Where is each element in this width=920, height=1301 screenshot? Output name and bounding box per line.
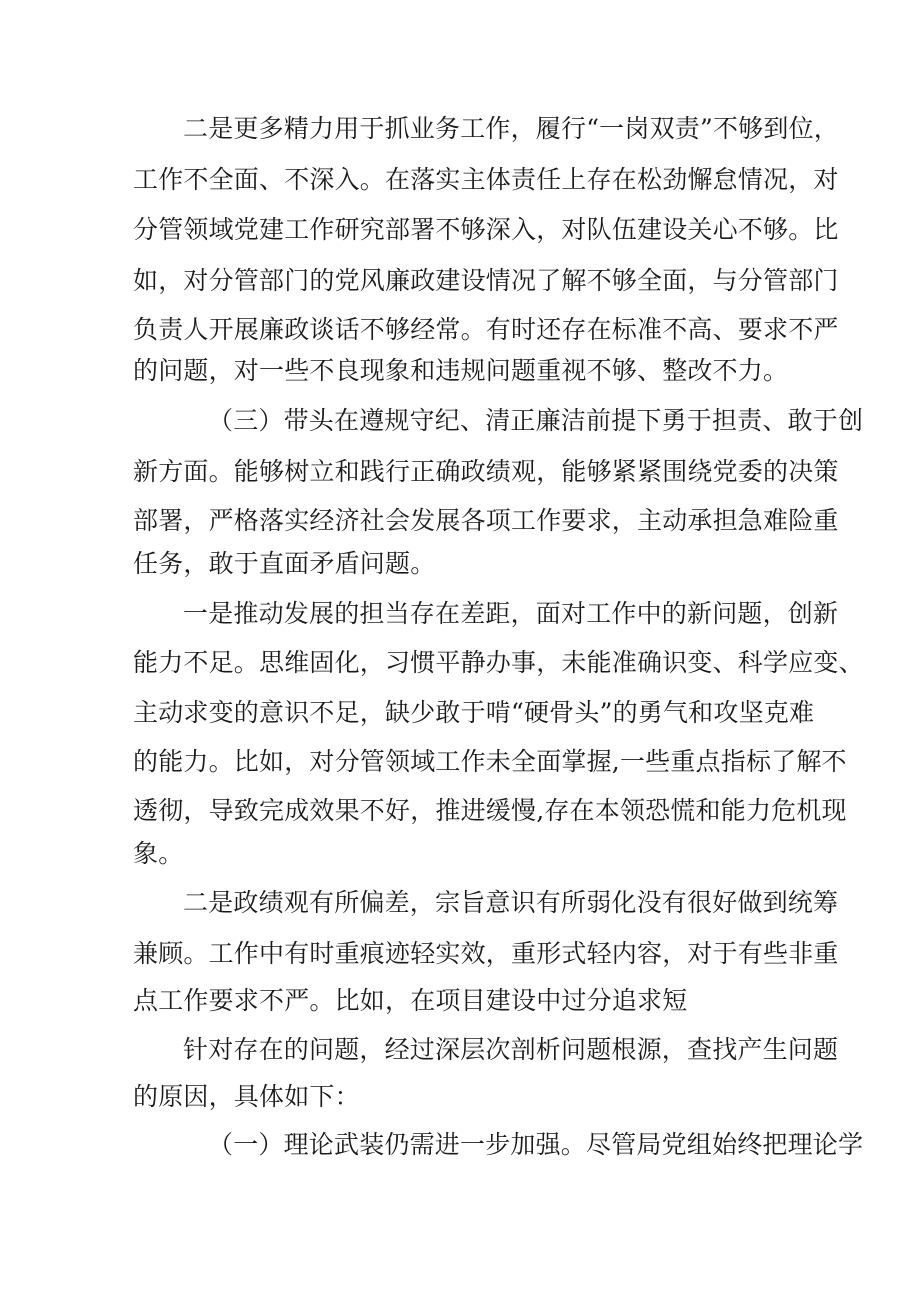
text-line: 点工作要求不严。比如，在项目建设中过分追求短 [133, 986, 688, 1015]
text-line: 的原因，具体如下： [133, 1082, 360, 1111]
text-line: 部署，严格落实经济社会发展各项工作要求，主动承担急难险重 [133, 506, 839, 535]
text-line: 一是推动发展的担当存在差距，面对工作中的新问题，创新 [183, 599, 839, 628]
text-line: 二是更多精力用于抓业务工作，履行“一岗双责”不够到位， [183, 114, 839, 143]
text-line: 透彻，导致完成效果不好，推进缓慢,存在本领恐慌和能力危机现 [133, 796, 847, 825]
text-line: 的能力。比如，对分管领域工作未全面掌握,一些重点指标了解不 [133, 747, 847, 776]
text-line: 主动求变的意识不足，缺少敢于啃“硬骨头”的勇气和攻坚克难 [133, 698, 815, 727]
text-line: （一）理论武装仍需进一步加强。尽管局党组始终把理论学 [208, 1130, 864, 1159]
text-line: 负责人开展廉政谈话不够经常。有时还存在标准不高、要求不严 [133, 315, 839, 344]
text-line: 二是政绩观有所偏差，宗旨意识有所弱化没有很好做到统筹 [183, 888, 839, 917]
text-line: 工作不全面、不深入。在落实主体责任上存在松劲懈怠情况，对 [133, 165, 839, 194]
text-line: 如，对分管部门的党风廉政建设情况了解不够全面，与分管部门 [133, 266, 839, 295]
text-line: 分管领域党建工作研究部署不够深入，对队伍建设关心不够。比 [133, 215, 839, 244]
text-line: （三）带头在遵规守纪、清正廉洁前提下勇于担责、敢于创 [208, 406, 864, 435]
text-line: 象。 [133, 839, 184, 868]
text-line: 能力不足。思维固化，习惯平静办事，未能准确识变、科学应变、 [133, 648, 864, 677]
text-line: 的问题，对一些不良现象和违规问题重视不够、整改不力。 [133, 356, 789, 385]
text-line: 针对存在的问题，经过深层次剖析问题根源，查找产生问题 [183, 1035, 839, 1064]
text-line: 兼顾。工作中有时重痕迹轻实效，重形式轻内容，对于有些非重 [133, 939, 839, 968]
text-line: 任务，敢于直面矛盾问题。 [133, 549, 436, 578]
text-line: 新方面。能够树立和践行正确政绩观，能够紧紧围绕党委的决策 [133, 457, 839, 486]
